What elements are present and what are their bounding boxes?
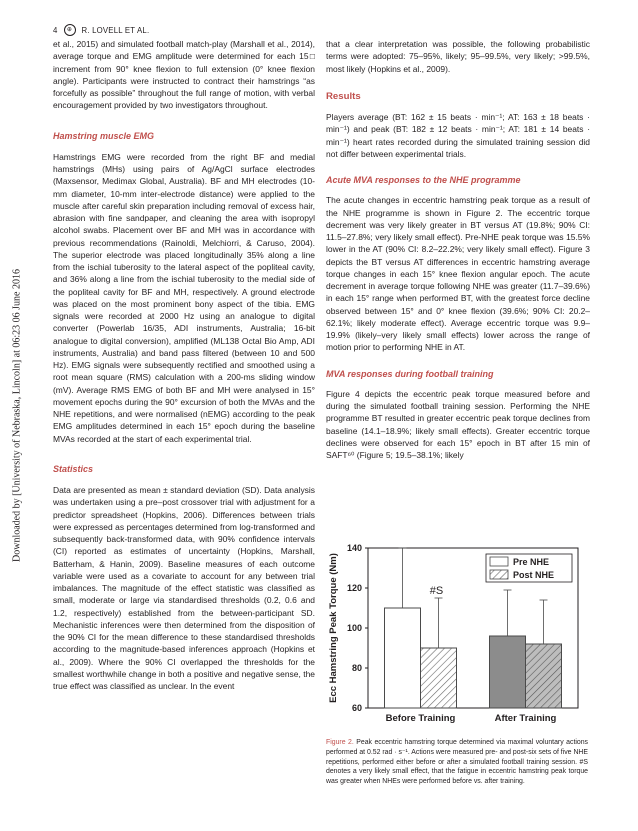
y-tick-label: 60 bbox=[351, 703, 362, 713]
y-tick-label: 120 bbox=[346, 583, 362, 593]
running-header bbox=[53, 24, 149, 36]
journal-logo-icon: ⊕ bbox=[64, 24, 76, 36]
paragraph-statistics: Data are presented as mean ± standard deviation (SD). Data analysis was undertaken using a pre–post crossover trial with adjustment for a predictor spreadsheet (Hopkins, 2006). Differences between trials were expressed as percentages determined from log-transformed and subsequently back-transformed data, with 90% confidence intervals (CI) reported as estimates of uncertainty (Hopkins, Marshall, Batterham, & Hanin, 2009). Baseline measures of each outcome variable were used as a covariate to account for any between trial imbalances. The magnitude of the effect statistic was classified as small, moderate or large via standardised thresholds (0.2, 0.6 and 1.2, respectively) established from the between-participant SD. Mechanistic inferences were then determined from the disposition of the 90% CI for the mean difference to these standardised thresholds according to the magnitude-based inferences approach (Hopkins et al., 2009). Where the 90% CI overlapped the thresholds for the smallest worthwhile change in both a positive and negative sense, the true effect was classified as unclear. In the event bbox=[53, 485, 315, 691]
y-tick-label: 80 bbox=[351, 663, 362, 673]
download-watermark: Downloaded by [University of Nebraska, Lincoln] at 06:23 06 June 2016 bbox=[11, 269, 23, 562]
legend-swatch-pre bbox=[490, 557, 508, 566]
y-tick-label: 140 bbox=[346, 543, 362, 553]
right-column bbox=[326, 38, 590, 461]
paragraph-heart-rate: Players average (BT: 162 ± 15 beats · min⁻¹; AT: 163 ± 18 beats · min⁻¹) and peak (BT: 182 ± 12 beats · min⁻¹; AT: 181 ± 14 beats · min⁻¹) heart rates recorded during the simulated training session did not differ between experimental trials. bbox=[326, 112, 590, 159]
heading-acute-mva: Acute MVA responses to the NHE programme bbox=[326, 175, 521, 185]
bar bbox=[526, 644, 562, 708]
legend-label-post: Post NHE bbox=[513, 570, 555, 580]
y-axis-label: Ecc Hamstring Peak Torque (Nm) bbox=[328, 553, 339, 703]
y-tick-label: 100 bbox=[346, 623, 362, 633]
heading-hamstring-emg: Hamstring muscle EMG bbox=[53, 130, 155, 141]
legend-label-pre: Pre NHE bbox=[513, 557, 550, 567]
bar bbox=[421, 648, 457, 708]
heading-results: Results bbox=[326, 90, 361, 102]
paragraph-probabilistic-terms: that a clear interpretation was possible, the following probabilistic terms were adopted: 75–95%, likely; 95–99.5%, very likely; >99.5%, most likely (Hopkins et al., 2009). bbox=[326, 39, 590, 74]
caption-text: Peak eccentric hamstring torque determined via maximal voluntary actions performed at 0.52 rad · s⁻¹. Actions were measured pre- and post-six sets of five NHE repetitions, performed either before or after a simulated football training session. #S denotes a very likely small effect, that the fatigue in eccentric hamstring peak torque was greater when NHEs were performed before vs. after training. bbox=[326, 739, 588, 786]
figure-2-caption bbox=[326, 738, 588, 787]
paragraph-football-training: Figure 4 depicts the eccentric peak torque measured before and during the simulated football training session. Performing the NHE programme BT resulted in greater eccentric peak torque declines from baseline (14.1–18.9%; likely small effects). Greater eccentric torque declines were observed for each 15° epoch in BT after 15 min of SAFT⁶⁰ (Figure 5; 19.5–38.1%; likely bbox=[326, 388, 590, 460]
bar bbox=[490, 636, 526, 708]
caption-label: Figure 2. bbox=[326, 739, 354, 746]
legend-swatch-post bbox=[490, 570, 508, 579]
paragraph-method-end: et al., 2015) and simulated football match-play (Marshall et al., 2014), average torque and EMG amplitude were determined for each 15□ increment from 90° knee flexion to full extension (0° knee flexion angle). Participants were instructed to contract their hamstrings “as forcefully as possible” throughout the full range of motion, with verbal encouragement provided by two investigators throughout. bbox=[53, 39, 315, 111]
significance-annotation: #S bbox=[429, 585, 444, 597]
paragraph-emg: Hamstrings EMG were recorded from the right BF and medial hamstrings (MHs) using pairs of Ag/AgCl surface electrodes (Maxsensor, Medimax Global, Australia). BF and MH electrodes (10-mm diameter, 10-mm inter-electrode distance) were applied to the muscle after careful skin preparation including removal of excess hair, abrasion with fine sandpaper, and cleaning the area with isopropyl alcohol swabs. Placement over BF and MH was in accordance with previous recommendations (Rainoldi, Melchiorri, & Caruso, 2004). The superior electrode was placed longitudinally 35% along a line from the ischial tuberosity to the lateral aspect of the popliteal cavity, and 36% along a line from the ischial tuberosity to the medial side of the popliteal cavity for BF and MH, respectively. A ground electrode was placed on the most prominent bony aspect of the tibia. EMG signals were recorded at 2000 Hz using an analogue to digital converter (Powerlab 16/35, ADI instruments, Australia; 16-bit analogue to digital conversion), amplified (ML138 Octal Bio Amp, ADI instruments, Australia) and band pass filtered (between 10 and 500 Hz). EMG signals were subsequently rectified and smoothed using a root mean square (RMS) calculation with a 200-ms sliding window (mV). Average RMS EMG of both BF and MH were analysed in 15° movement epochs during the 90° excursion of both the MVAs and the NHE repetitions, and were normalised (nEMG) according to the peak EMG amplitudes determined in each 15° epoch during the baseline MVAs recorded at the start of each experimental trial. bbox=[53, 151, 315, 444]
figure-2-bar-chart bbox=[326, 540, 588, 732]
x-category-label: After Training bbox=[494, 713, 557, 724]
paragraph-acute-mva: The acute changes in eccentric hamstring peak torque as a result of the NHE programme is shown in Figure 2. The eccentric torque decrement was very likely greater in BT versus AT (19.8%; 90% CI: 11.5–27.8%; very likely small effect). Pre-NHE peak torque was 15.5% lower in the AT (90% CI: 8.2–22.2%; very likely small effect). Figure 3 depicts the BT versus AT differences in eccentric hamstring average torque changes in each 15° knee flexion angular epoch. The acute decrement in average torque following NHE was greater (11.7–39.6%) in each 15° range when performed BT, with the greatest force decline observed between 15° and 0° knee flexion (39.6%; 90% CI: 20.2–62.1%; likely moderate effect). Average eccentric torque was 9.9–19.9% (likely–very likely small effects) lower across the range of motion prior to performing NHE in AT. bbox=[326, 195, 590, 353]
heading-statistics: Statistics bbox=[53, 463, 94, 474]
bar bbox=[385, 608, 421, 708]
left-column bbox=[53, 38, 315, 692]
page-number: 4 bbox=[53, 25, 58, 35]
running-authors: R. LOVELL ET AL. bbox=[81, 25, 150, 35]
x-category-label: Before Training bbox=[385, 713, 456, 724]
heading-football-training: MVA responses during football training bbox=[326, 368, 494, 379]
